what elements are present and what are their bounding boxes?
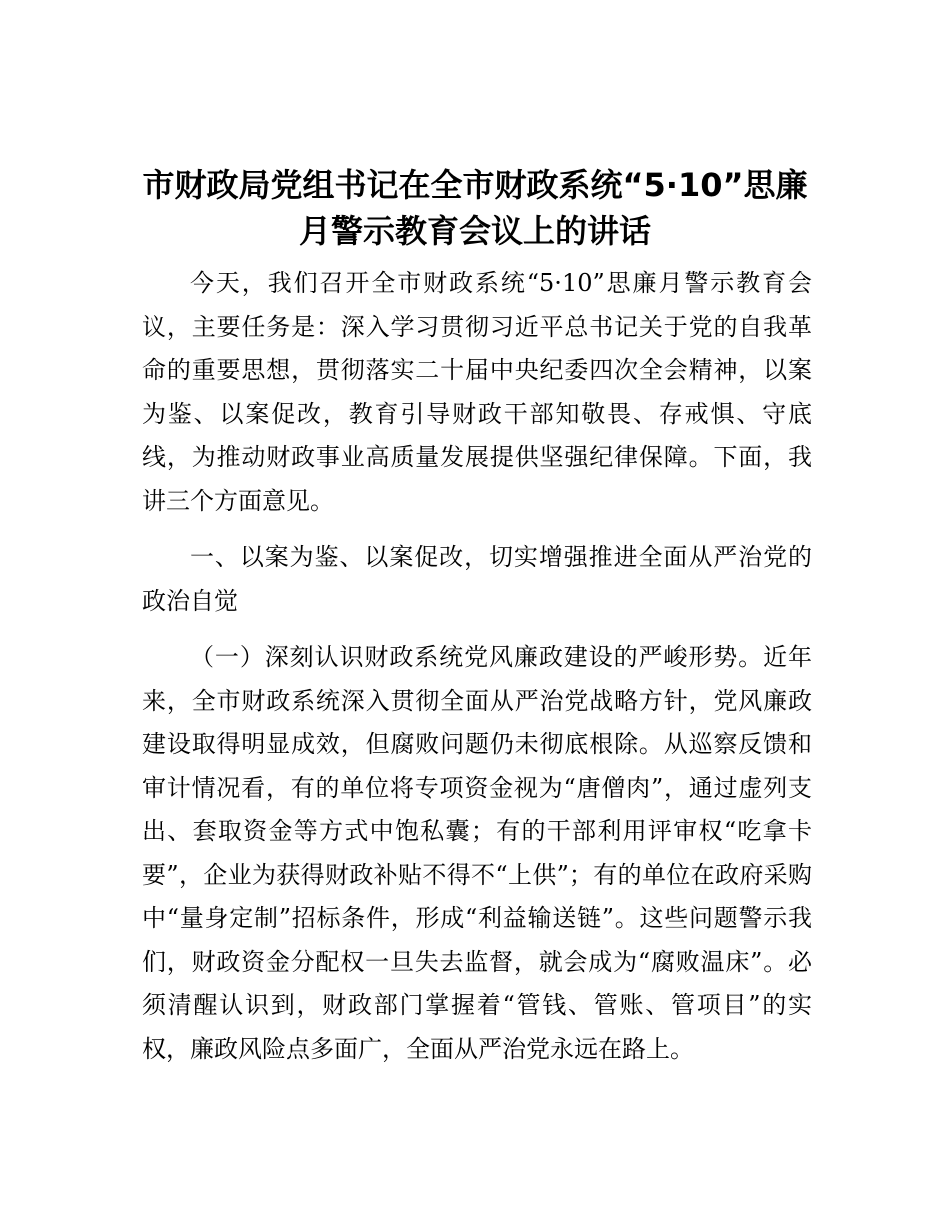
paragraph-subsection-1: （一）深刻认识财政系统党风廉政建设的严峻形势。近年来，全市财政系统深入贯彻全面从严治党战略方针，党风廉政建设取得明显成效，但腐败问题仍未彻底根除。从巡察反馈和审计情况看，有的单位将专项资金视为“唐僧肉”，通过虚列支出、套取资金等方式中饱私囊；有的干部利用评审权“吃拿卡要”，企业为获得财政补贴不得不“上供”；有的单位在政府采购中“量身定制”招标条件，形成“利益输送链”。这些问题警示我们，财政资金分配权一旦失去监督，就会成为“腐败温床”。必须清醒认识到，财政部门掌握着“管钱、管账、管项目”的实权，廉政风险点多面广，全面从严治党永远在路上。 — [142, 643, 812, 1063]
document-body — [142, 262, 812, 1071]
document-title: 市财政局党组书记在全市财政系统“5·10”思廉月警示教育会议上的讲话 — [142, 166, 808, 250]
section-heading-1: 一、以案为鉴、以案促改，切实增强推进全面从严治党的政治自觉 — [142, 543, 812, 615]
paragraph-intro: 今天，我们召开全市财政系统“5·10”思廉月警示教育会议，主要任务是：深入学习贯彻习近平总书记关于党的自我革命的重要思想，贯彻落实二十届中央纪委四次全会精神，以案为鉴、以案促改，教育引导财政干部知敬畏、存戒惧、守底线，为推动财政事业高质量发展提供坚强纪律保障。下面，我讲三个方面意见。 — [142, 269, 812, 515]
